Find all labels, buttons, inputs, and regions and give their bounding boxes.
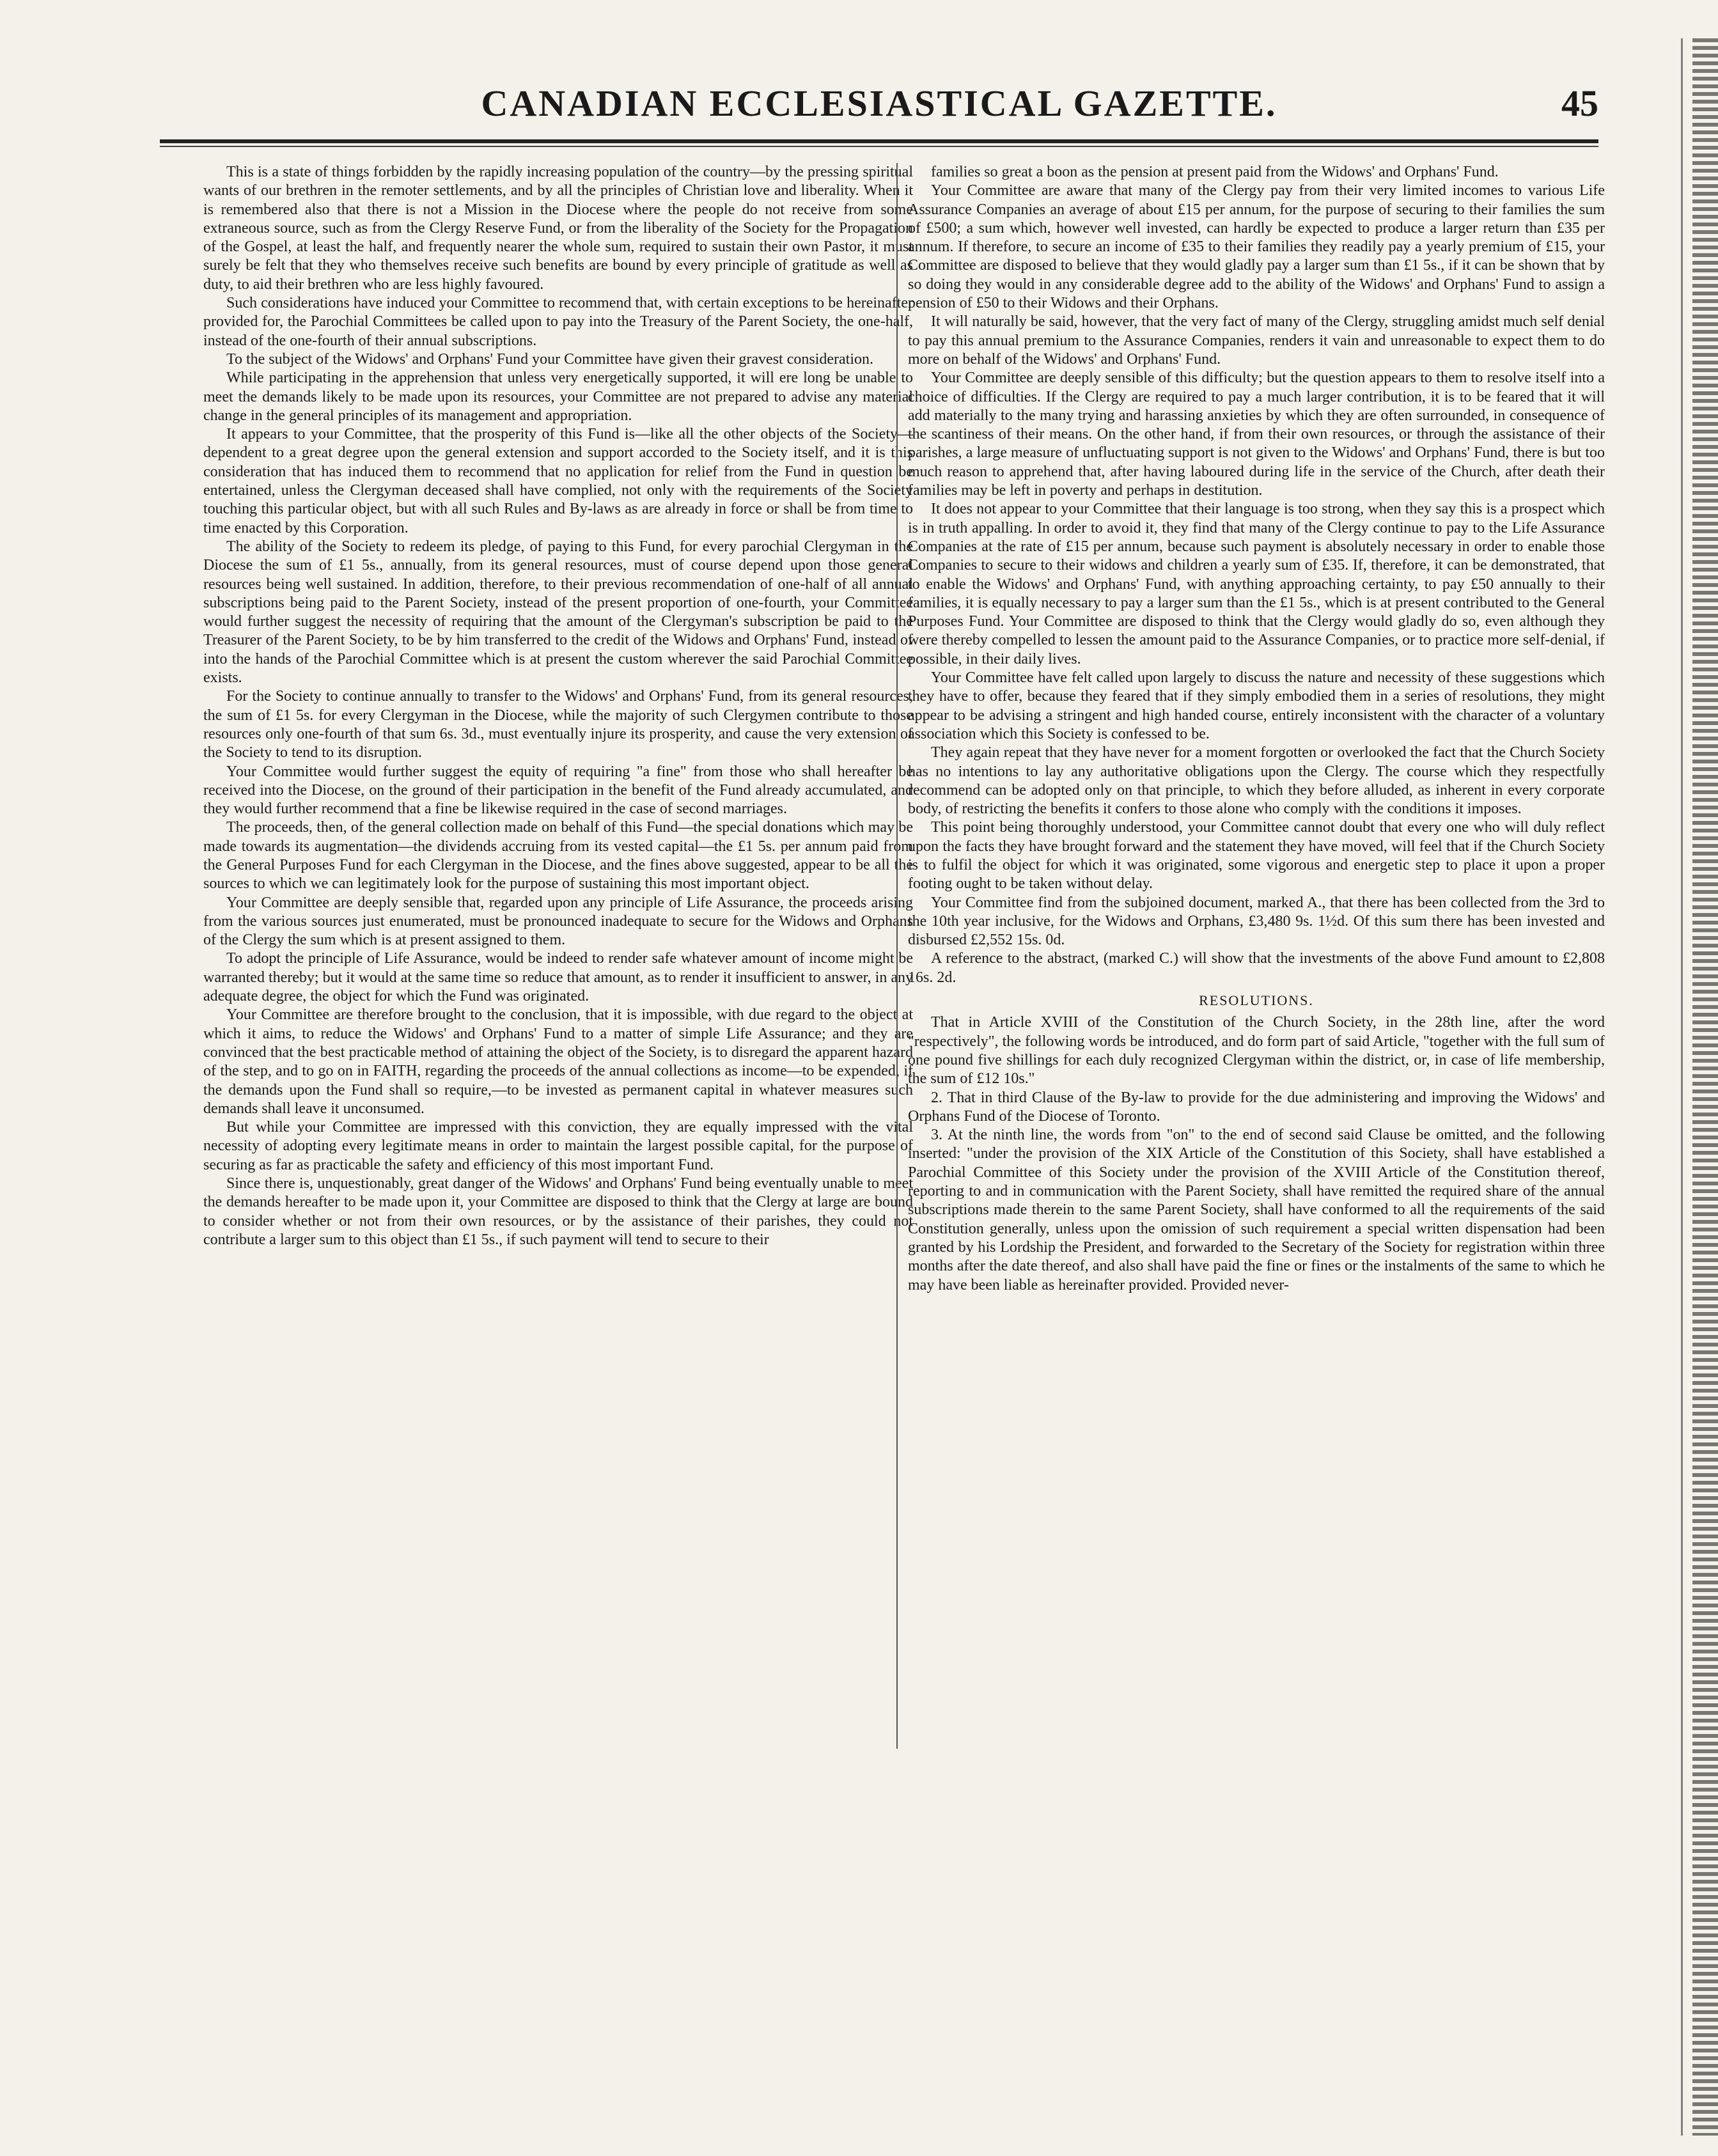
paragraph: Such considerations have induced your Committee to recommend that, with certain exceptions to be hereinafter provided for, the Parochial Committees be called upon to pay into the Treasury of the Parent Society, the one-half, instead of the one-fourth of their annual subscriptions. xyxy=(203,295,913,349)
paragraph: Your Committee find from the subjoined document, marked A., that there has been collected from the 3rd to the 10th year inclusive, for the Widows and Orphans, £3,480 9s. 1½d. Of this sum there has been invested and disbursed £2,552 15s. 0d. xyxy=(908,894,1605,949)
paragraph: It will naturally be said, however, that the very fact of many of the Clergy, struggling amidst much self denial to pay this annual premium to the Assurance Companies, renders it vain and unreasonable to expect them to do more on behalf of the Widows' and Orphans' Fund. xyxy=(908,313,1605,368)
paragraph: But while your Committee are impressed with this conviction, they are equally impressed with the vital necessity of adopting every legitimate means in order to maintain the largest possible capital, for the purpose of securing as far as practicable the safety and efficiency of this most important Fund. xyxy=(203,1119,913,1173)
page-number: 45 xyxy=(1561,82,1598,124)
paragraph: Your Committee are deeply sensible that, regarded upon any principle of Life Assurance, the proceeds arising from the various sources just enumerated, must be pronounced inadequate to secure for the Widows and Orphans of the Clergy the sum which is at present assigned to them. xyxy=(203,894,913,949)
page-title: CANADIAN ECCLESIASTICAL GAZETTE. xyxy=(481,82,1277,124)
header-rule xyxy=(160,139,1598,147)
page-header xyxy=(160,75,1598,133)
resolution: 3. At the ninth line, the words from "on" to the end of second said Clause be omitted, and the following inserted: "under the provision of the XIX Article of the Constitution of this Society, shall have established a Parochial Committee of this Society under the provision of the XVIII Article of the Constitution thereof, reporting to and in communication with the Parent Society, shall have remitted the required share of the annual subscriptions made therein to the same Parent Society, shall have conformed to all the requirements of the said Constitution generally, unless upon the omission of such requirement a special written dispensation had been granted by his Lordship the President, and forwarded to the Secretary of the Society for registration within three months after the date thereof, and also shall have paid the fine or fines or the instalments of the same to which he may have been liable as hereinafter provided. Provided never- xyxy=(908,1127,1605,1293)
paragraph: Your Committee would further suggest the equity of requiring "a fine" from those who shall hereafter be received into the Diocese, on the ground of their participation in the benefit of the Fund already accumulated, and they would further recommend that a fine be likewise required in the case of second marriages. xyxy=(203,763,913,818)
left-column xyxy=(203,163,913,1249)
resolution: That in Article XVIII of the Constitution of the Church Society, in the 28th line, after the word "respectively", the following words be introduced, and do form part of said Article, "together with the full sum of one pound five shillings for each duly recognized Clergyman within the district, or, in case of life membership, the sum of £12 10s." xyxy=(908,1014,1605,1088)
paragraph: Your Committee have felt called upon largely to discuss the nature and necessity of these suggestions which they have to offer, because they feared that if they simply embodied them in a series of resolutions, they might appear to be advising a stringent and high handed course, entirely inconsistent with the character of a voluntary association which this Society is confessed to be. xyxy=(908,669,1605,742)
right-column xyxy=(908,163,1605,1295)
paragraph: To the subject of the Widows' and Orphans' Fund your Committee have given their gravest consideration. xyxy=(226,350,874,368)
paragraph: To adopt the principle of Life Assurance, would be indeed to render safe whatever amount of income might be warranted thereby; but it would at the same time so reduce that amount, as to render it insufficient to answer, in any adequate degree, the object for which the Fund was originated. xyxy=(203,950,913,1005)
resolution: 2. That in third Clause of the By-law to provide for the due administering and improving the Widows' and Orphans Fund of the Diocese of Toronto. xyxy=(908,1089,1605,1125)
paragraph: The ability of the Society to redeem its pledge, of paying to this Fund, for every parochial Clergyman in the Diocese the sum of £1 5s., annually, from its general resources, must of course depend upon those general resources being well sustained. In addition, therefore, to their previous recommendation of one-half of all annual subscriptions being paid to the Parent Society, instead of the present proportion of one-fourth, your Committee would further suggest the necessity of requiring that the amount of the Clergyman's subscription be paid to the Treasurer of the Parent Society, to be by him transferred to the credit of the Widows and Orphans' Fund, instead of into the hands of the Parochial Committee which is at present the custom wherever the said Parochial Committee exists. xyxy=(203,538,913,687)
paragraph: families so great a boon as the pension at present paid from the Widows' and Orphans' Fund. xyxy=(931,164,1499,180)
paragraph: The proceeds, then, of the general collection made on behalf of this Fund—the special donations which may be made towards its augmentation—the dividends accruing from its vested capital—the £1 5s. per annum paid from the General Purposes Fund for each Clergyman in the Diocese, and the fines above suggested, appear to be all the sources to which we can legitimately look for the purpose of sustaining this most important object. xyxy=(203,819,913,893)
paragraph: Since there is, unquestionably, great danger of the Widows' and Orphans' Fund being eventually unable to meet the demands hereafter to be made upon it, your Committee are disposed to think that the Clergy at large are bound to consider whether or not from their own resources, or by the assistance of their parishes, they could not contribute a larger sum to this object than £1 5s., if such payment will tend to secure to their xyxy=(203,1175,913,1248)
paragraph: It does not appear to your Committee that their language is too strong, when they say this is a prospect which is in truth appalling. In order to avoid it, they find that many of the Clergy continue to pay to the Life Assurance Companies at the rate of £15 per annum, because such payment is absolutely necessary in order to enable those Companies to secure to their widows and children a yearly sum of £35. If, therefore, it can be demonstrated, that to enable the Widows' and Orphans' Fund, with anything approaching certainty, to pay £50 annually to their families, it is equally necessary to pay a larger sum than the £1 5s., which is at present contributed to the General Purposes Fund. Your Committee are disposed to think that the Clergy would gladly do so, even although they were thereby compelled to lessen the amount paid to the Assurance Companies, or to practice more self-denial, if possible, in their daily lives. xyxy=(908,501,1605,668)
resolutions-heading: RESOLUTIONS. xyxy=(1199,992,1314,1009)
paragraph: Your Committee are therefore brought to the conclusion, that it is impossible, with due regard to the object at which it aims, to reduce the Widows' and Orphans' Fund to a matter of simple Life Assurance; and they are convinced that the best practicable method of attaining the object of the Society, is to disregard the apparent hazard of the step, and to go on in FAITH, regarding the proceeds of the annual collections as income—to be expended, if the demands upon the Fund shall so require,—to be invested as permanent capital in whatever measures such demands shall leave it unconsumed. xyxy=(203,1006,913,1117)
binding-edge xyxy=(1692,38,1718,2136)
paragraph: This point being thoroughly understood, your Committee cannot doubt that every one who will duly reflect upon the facts they have brought forward and the statement they have moved, will feel that if the Church Society is to fulfil the object for which it was originated, some vigorous and energetic step to place it upon a proper footing ought to be taken without delay. xyxy=(908,819,1605,893)
paragraph: This is a state of things forbidden by the rapidly increasing population of the country—by the pressing spiritual wants of our brethren in the remoter settlements, and by all the principles of Christian love and liberality. When it is remembered also that there is not a Mission in the Diocese where the people do not receive from some extraneous source, such as from the Clergy Reserve Fund, or from the liberality of the Society for the Propagation of the Gospel, at least the half, and frequently nearer the whole sum, required to sustain their own Pastor, it must surely be felt that they who themselves receive such benefits are bound by every principle of gratitude as well as duty, to aid their brethren who are less highly favoured. xyxy=(203,164,913,293)
paragraph: Your Committee are aware that many of the Clergy pay from their very limited incomes to various Life Assurance Companies an average of about £15 per annum, for the purpose of securing to their families the sum of £500; a sum which, however well invested, can hardly be expected to produce a larger return than £35 per annum. If therefore, to secure an income of £35 to their families they readily pay a yearly premium of £15, your Committee are disposed to believe that they would gladly pay a larger sum than £1 5s., if it can be shown that by so doing they would in any considerable degree add to the ability of the Widows' and Orphans' Fund to assign a pension of £50 to their Widows and their Orphans. xyxy=(908,182,1605,312)
paragraph: Your Committee are deeply sensible of this difficulty; but the question appears to them to resolve itself into a choice of difficulties. If the Clergy are required to pay a much larger contribution, it is to be feared that it will add materially to the many trying and harassing anxieties by which they are often surrounded, in consequence of the scantiness of their means. On the other hand, if from their own resources, or through the assistance of their parishes, a large measure of unfluctuating support is not given to the Widows' and Orphans' Fund, there is but too much reason to apprehend that, after having laboured during life in the service of the Church, after death their families may be left in poverty and perhaps in destitution. xyxy=(908,370,1605,499)
paragraph: It appears to your Committee, that the prosperity of this Fund is—like all the other objects of the Society—dependent to a great degree upon the general extension and support accorded to the Society itself, and it is this consideration that has induced them to recommend that no application for relief from the Fund in question be entertained, unless the Clergyman deceased shall have complied, not only with the requirements of the Society touching this particular object, but with all such Rules and By-laws as are already in force or shall be from time to time enacted by this Corporation. xyxy=(203,426,913,536)
paragraph: They again repeat that they have never for a moment forgotten or overlooked the fact that the Church Society has no intentions to lay any authoritative obligations upon the Clergy. The course which they respectfully recommend can be adopted only on that principle, to which they before alluded, as inherent in every corporate body, of restricting the benefits it confers to those alone who comply with the conditions it imposes. xyxy=(908,744,1605,818)
paragraph: While participating in the apprehension that unless very energetically supported, it will ere long be unable to meet the demands likely to be made upon its resources, your Committee are not prepared to advise any material change in the general principles of its management and appropriation. xyxy=(203,370,913,424)
paragraph: For the Society to continue annually to transfer to the Widows' and Orphans' Fund, from its general resources, the sum of £1 5s. for every Clergyman in the Diocese, while the majority of such Clergymen contribute to those resources only one-fourth of that sum 6s. 3d., must eventually injure its prosperity, and cause the very extension of the Society to tend to its disruption. xyxy=(203,688,913,762)
binding-line xyxy=(1681,38,1683,2136)
paragraph: A reference to the abstract, (marked C.) will show that the investments of the above Fund amount to £2,808 16s. 2d. xyxy=(908,950,1605,986)
column-divider xyxy=(896,163,898,1749)
